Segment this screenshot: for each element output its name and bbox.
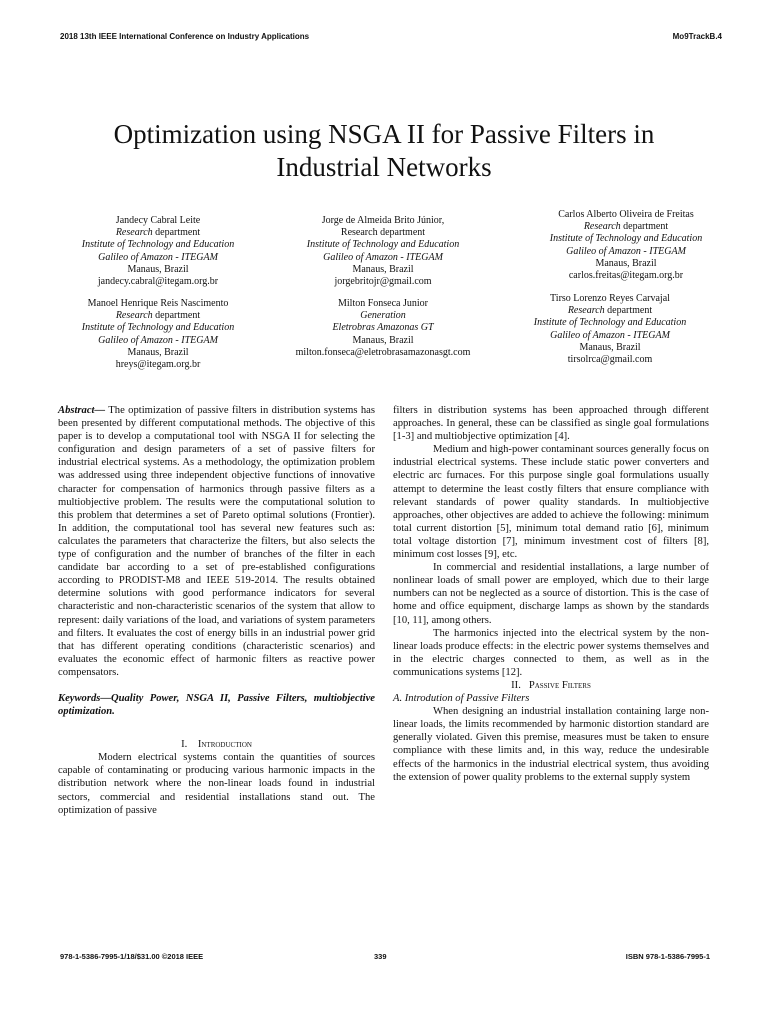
author-dept: Research department (340, 227, 426, 239)
author-email: tirsolrca@gmail.com (567, 354, 653, 366)
track-id: Mo9TrackB.4 (672, 32, 722, 41)
intro-paragraph: Modern electrical systems contain the quantities of sources capable of contaminating or producing various harmonic impacts in the distribution network where the non-linear loads found in industrial sectors, commercial and residential installations stand out. The optimization of passive (58, 752, 375, 816)
conference-header: 2018 13th IEEE International Conference on Industry Applications (60, 32, 310, 41)
paragraph: In commercial and residential installations, a large number of nonlinear loads of small power are employed, which due to their large numbers can not be neglected as a source of distortion. This is the case of home and office equipment, discharge lamps as shown by the standards [10, 11], among others. (393, 562, 709, 626)
author-org: Galileo of Amazon - ITEGAM (98, 251, 218, 263)
author-institute: Institute of Technology and Education (81, 322, 235, 334)
author-org: Galileo of Amazon - ITEGAM (566, 245, 686, 257)
author-dept: Generation (360, 310, 406, 322)
author-institute: Institute of Technology and Education (306, 239, 460, 251)
paragraph: Medium and high-power contaminant sources generally focus on industrial electrical systems. These include static power converters and electric arc furnaces. For this purpose single goal formulations usually attempt to determine the least costly filters that ensure compliance with relevant standards of power quality standards. In multiobjective approaches, other objectives are added to achieve the following: minimum total current distortion [5], minimum total demand ratio [6], minimum total voltage distortion [7], minimum investment cost of filters [8], minimum cost losses [9], etc. (393, 444, 709, 561)
abstract-text: The optimization of passive filters in distribution systems has been presented by different computational methods. The objective of this paper is to develop a computational tool with NSGA II for selecting the configuration and design parameters of a set of passive filters for industrial electrical systems. As a methodology, the optimization problem was addressed using three independent objective functions of innovative character for compensation of harmonics through passive filters as a multiobjective problem. The results were the computational solution to this problem that determines a set of Pareto optimal solutions (Frontier). In addition, the computational tool has several new features such as: calculates the parameters that characterize the filters, but also selects the type of configuration and the number of branches of the filter in each candidate bar according to a set of pre-established configurations according to PRODIST-M8 and IEEE 519-2014. The results obtained determine solutions with good performance indicators for several characteristic and non-characteristic scenarios of the system that allow to represent: daily variations of the load, and variations of system parameters and filters. It evaluates the cost of energy bills in an industrial power grid that has different operating conditions (characteristic scenarios) and evaluates the economic effect of harmonic filters as reactive power compensators. (58, 405, 375, 678)
section-heading-introduction: I. Introduction (181, 739, 252, 751)
author-city: Manaus, Brazil (127, 263, 189, 275)
author-institute: Institute of Technology and Education (533, 317, 687, 329)
author-email: jandecy.cabral@itegam.org.br (97, 276, 219, 288)
footer-copyright: 978-1-5386-7995-1/18/$31.00 ©2018 IEEE (60, 952, 204, 961)
title-line-2: Industrial Networks (276, 152, 492, 182)
author-name: Tirso Lorenzo Reyes Carvajal (550, 293, 670, 304)
author-dept: Research department (115, 227, 201, 239)
author-org: Galileo of Amazon - ITEGAM (550, 329, 670, 341)
section-heading-passive-filters: II. Passive Filters (511, 679, 591, 691)
author-block (58, 298, 258, 371)
author-org: Galileo of Amazon - ITEGAM (323, 251, 443, 263)
paragraph: The harmonics injected into the electrical system by the non-linear loads produce effects: in the electric power systems themselves and in the electric charges connected to them, as well as in the communications systems [12]. (393, 627, 709, 678)
author-institute: Eletrobras Amazonas GT (332, 322, 434, 334)
author-city: Manaus, Brazil (352, 263, 414, 275)
author-name: Milton Fonseca Junior (338, 298, 428, 309)
author-institute: Institute of Technology and Education (549, 233, 703, 245)
author-city: Manaus, Brazil (579, 341, 641, 353)
author-city: Manaus, Brazil (127, 346, 189, 358)
paper-title (0, 118, 768, 184)
right-column (393, 404, 709, 784)
keywords: Keywords—Quality Power, NSGA II, Passive Filters, multiobjective optimization. (58, 692, 375, 718)
subsection-heading: A. Introdution of Passive Filters (393, 693, 530, 705)
author-institute: Institute of Technology and Education (81, 239, 235, 251)
author-name: Jorge de Almeida Brito Júnior, (321, 215, 445, 226)
author-dept: Research department (583, 221, 669, 233)
abstract-label: Abstract— (58, 405, 106, 416)
author-name: Carlos Alberto Oliveira de Freitas (558, 209, 694, 220)
footer-isbn: ISBN 978-1-5386-7995-1 (625, 952, 710, 961)
page-number: 339 (374, 952, 387, 961)
author-block (283, 215, 483, 288)
author-org: Galileo of Amazon - ITEGAM (98, 334, 218, 346)
title-line-1: Optimization using NSGA II for Passive Filters in (113, 119, 655, 149)
author-block (283, 298, 483, 359)
abstract (58, 404, 375, 679)
author-name: Jandecy Cabral Leite (115, 215, 201, 226)
author-name: Manoel Henrique Reis Nascimento (87, 298, 229, 309)
author-block (58, 215, 258, 288)
author-dept: Research department (567, 305, 653, 317)
author-email: jorgebritojr@gmail.com (334, 276, 432, 288)
left-column (58, 404, 375, 817)
author-block (510, 293, 710, 366)
author-city: Manaus, Brazil (595, 257, 657, 269)
paragraph: When designing an industrial installation containing large non-linear loads, the limits recommended by harmonic distortion standard are generally violated. Given this premise, measures must be taken to ensure compliance with these limits and, in this way, reduce the undesirable effects of the harmonics in the industrial electrical system, thus avoiding the extension of power quality problems to the external supply system (393, 706, 709, 783)
author-city: Manaus, Brazil (352, 334, 414, 346)
author-dept: Research department (115, 310, 201, 322)
author-email: hreys@itegam.org.br (115, 359, 201, 371)
author-email: milton.fonseca@eletrobrasamazonasgt.com (295, 346, 471, 358)
author-block (526, 209, 726, 282)
paragraph: filters in distribution systems has been approached through different approaches. In general, these can be classified as single goal formulations [1-3] and multiobjective optimization [4]. (393, 405, 709, 443)
author-email: carlos.freitas@itegam.org.br (568, 270, 684, 282)
